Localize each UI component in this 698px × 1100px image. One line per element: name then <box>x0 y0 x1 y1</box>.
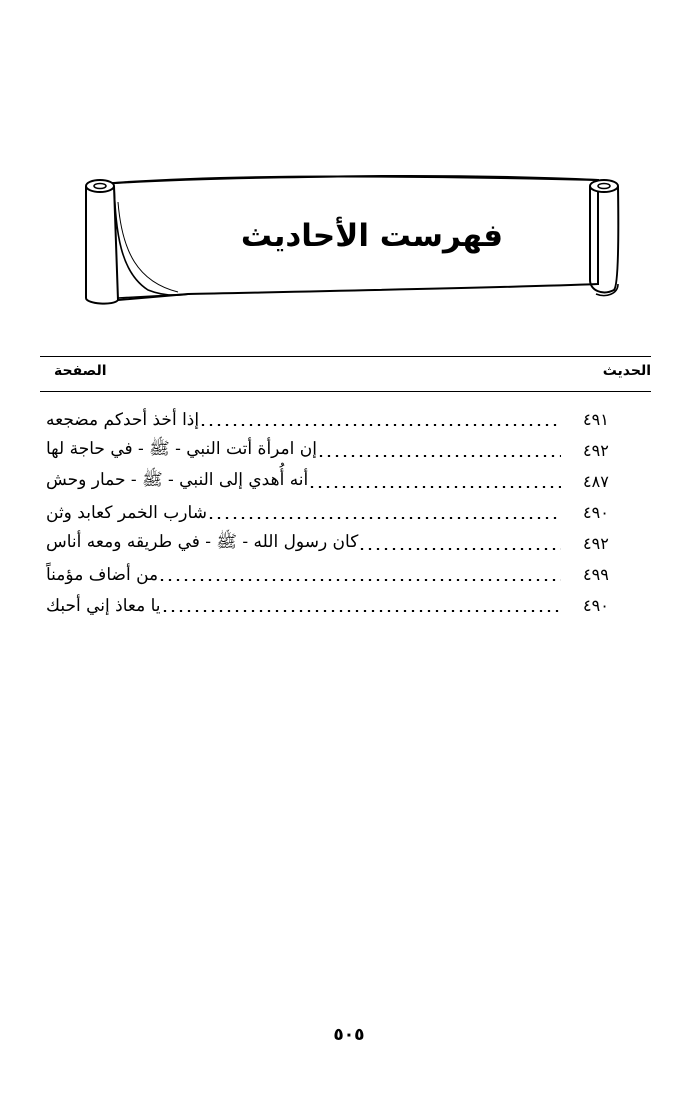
hadith-text: يا معاذ إني أحبك <box>46 595 161 616</box>
dot-leader <box>199 424 561 426</box>
hadith-text: إذا أخذ أحدكم مضجعه <box>46 409 200 430</box>
page-ref: ٤٩٠ <box>583 503 609 522</box>
title-scroll-banner <box>78 172 626 312</box>
page-ref: ٤٩٢ <box>583 441 609 460</box>
list-item <box>40 466 651 497</box>
list-item <box>40 497 651 528</box>
dot-leader <box>207 517 561 519</box>
page-ref: ٤٩٢ <box>583 534 609 553</box>
dot-leader <box>161 610 562 612</box>
page-ref: ٤٩٩ <box>583 565 609 584</box>
page-ref: ٤٨٧ <box>583 472 609 491</box>
list-item <box>40 404 651 435</box>
list-item <box>40 528 651 559</box>
dot-leader <box>158 579 561 581</box>
hadith-text: شارب الخمر كعابد وثن <box>46 502 207 523</box>
dot-leader <box>308 486 561 488</box>
index-title: فهرست الأحاديث <box>240 218 504 254</box>
list-item <box>40 590 651 621</box>
page-ref: ٤٩٠ <box>583 596 609 615</box>
header-top-rule <box>40 356 651 357</box>
hadith-text: أنه أُهدي إلى النبي - ﷺ - حمار وحش <box>46 470 309 490</box>
hadith-index-list <box>40 404 651 621</box>
hadith-column-header: الحديث <box>602 363 651 379</box>
hadith-text: كان رسول الله - ﷺ - في طريقه ومعه أناس <box>46 532 359 552</box>
page-ref: ٤٩١ <box>583 410 609 429</box>
hadith-text: إن امرأة أتت النبي - ﷺ - في حاجة لها <box>46 439 317 459</box>
page-number: ٥٠٥ <box>333 1025 365 1045</box>
list-item <box>40 559 651 590</box>
page-column-header: الصفحة <box>54 363 107 379</box>
dot-leader <box>358 548 561 550</box>
dot-leader <box>317 455 561 457</box>
header-bottom-rule <box>40 391 651 392</box>
list-item <box>40 435 651 466</box>
hadith-text: من أضاف مؤمناً <box>46 564 159 585</box>
